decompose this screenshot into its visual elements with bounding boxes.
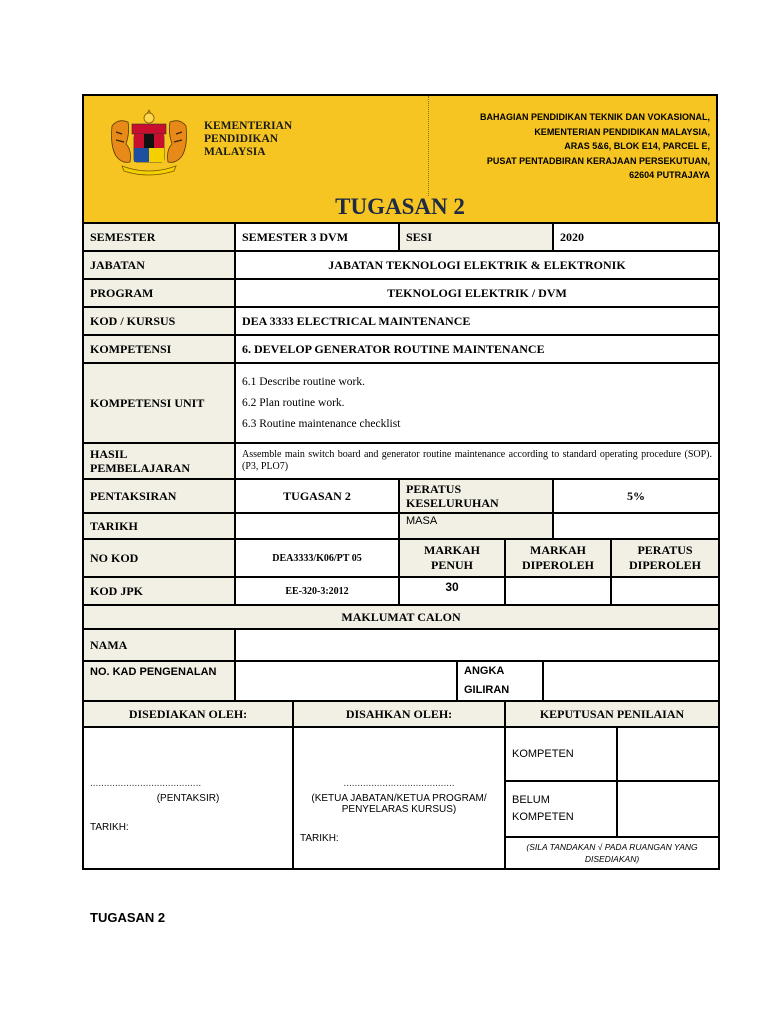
candidate-info-table <box>82 604 720 702</box>
tick-instruction-note <box>505 837 719 869</box>
masa-label: MASA <box>399 513 553 539</box>
angka-giliran-field[interactable] <box>543 661 719 701</box>
kursus-label: KOD / KURSUS <box>83 307 235 335</box>
peratus-keseluruhan-value: 5% <box>553 479 719 513</box>
header-divider <box>428 96 429 196</box>
candidate-section-title: MAKLUMAT CALON <box>83 605 719 629</box>
program-label: PROGRAM <box>83 279 235 307</box>
address-line: PUSAT PENTADBIRAN KERAJAAN PERSEKUTUAN, <box>486 155 710 166</box>
kodjpk-value: EE-320-3:2012 <box>235 577 399 605</box>
semester-label: SEMESTER <box>83 223 235 251</box>
prepared-by-title: DISEDIAKAN OLEH: <box>83 701 293 727</box>
peratus-diperoleh-line: PERATUS <box>637 543 693 557</box>
decision-title: KEPUTUSAN PENILAIAN <box>505 701 719 727</box>
markah-penuh-line: MARKAH <box>424 543 480 557</box>
prepared-date-label: TARIKH: <box>90 822 129 833</box>
malaysia-coat-of-arms-icon <box>104 106 194 176</box>
sesi-value: 2020 <box>553 223 719 251</box>
kompeten-label: KOMPETEN <box>505 727 617 781</box>
belum-line: BELUM <box>512 794 550 806</box>
pentaksir-caption: (PENTAKSIR) <box>156 793 220 804</box>
peratus-label-line: KESELURUHAN <box>406 496 499 510</box>
pentaksiran-label: PENTAKSIRAN <box>83 479 235 513</box>
ic-label: NO. KAD PENGENALAN <box>83 661 235 701</box>
nama-label: NAMA <box>83 629 235 661</box>
ketua-caption-line: (KETUA JABATAN/KETUA PROGRAM/ <box>311 793 487 804</box>
nokod-label: NO KOD <box>83 539 235 577</box>
peratus-diperoleh-line: DIPEROLEH <box>628 558 701 572</box>
approved-date-label: TARIKH: <box>300 833 339 844</box>
markah-diperoleh-value[interactable] <box>505 577 611 605</box>
belum-kompeten-checkbox[interactable] <box>617 781 719 837</box>
form-header <box>82 94 718 224</box>
masa-value[interactable] <box>553 513 719 539</box>
kompetensi-unit-label: KOMPETENSI UNIT <box>83 363 235 443</box>
pentaksiran-value: TUGASAN 2 <box>235 479 399 513</box>
note-line: (SILA TANDAKAN √ PADA RUANGAN YANG <box>526 842 698 852</box>
nama-field[interactable] <box>235 629 719 661</box>
ministry-line: PENDIDIKAN <box>204 133 279 145</box>
markah-penuh-label <box>399 539 505 577</box>
jabatan-label: JABATAN <box>83 251 235 279</box>
ministry-line: MALAYSIA <box>204 146 266 158</box>
kodjpk-label: KOD JPK <box>83 577 235 605</box>
signature-line: ........................................ <box>90 778 202 789</box>
program-value: TEKNOLOGI ELEKTRIK / DVM <box>235 279 719 307</box>
peratus-diperoleh-value[interactable] <box>611 577 719 605</box>
unit-item: 6.2 Plan routine work. <box>242 396 345 409</box>
signoff-table <box>82 700 720 870</box>
address-line: KEMENTERIAN PENDIDIKAN MALAYSIA, <box>534 126 710 137</box>
nokod-value: DEA3333/K06/PT 05 <box>235 539 399 577</box>
course-info-table <box>82 222 720 606</box>
belum-kompeten-label <box>505 781 617 837</box>
ketua-caption-line: PENYELARAS KURSUS) <box>341 804 457 815</box>
document-title: TUGASAN 2 <box>335 194 465 219</box>
belum-line: KOMPETEN <box>512 811 574 823</box>
markah-penuh-value: 30 <box>399 577 505 605</box>
angka-giliran-label <box>457 661 543 701</box>
sesi-label: SESI <box>399 223 553 251</box>
ic-field[interactable] <box>235 661 457 701</box>
unit-item: 6.3 Routine maintenance checklist <box>242 417 401 430</box>
kompetensi-value: 6. DEVELOP GENERATOR ROUTINE MAINTENANCE <box>235 335 719 363</box>
unit-item: 6.1 Describe routine work. <box>242 375 365 388</box>
address-line: 62604 PUTRAJAYA <box>629 170 710 180</box>
hasil-value: Assemble main switch board and generator routine maintenance according to standard operating procedure (SOP). (P3, PLO7) <box>235 443 719 479</box>
semester-value: SEMESTER 3 DVM <box>235 223 399 251</box>
address-line: ARAS 5&6, BLOK E14, PARCEL E, <box>564 141 710 151</box>
markah-diperoleh-line: DIPEROLEH <box>521 558 594 572</box>
kursus-value: DEA 3333 ELECTRICAL MAINTENANCE <box>235 307 719 335</box>
markah-diperoleh-label <box>505 539 611 577</box>
tarikh-value[interactable] <box>235 513 399 539</box>
kompetensi-unit-list <box>235 363 719 443</box>
ministry-line: KEMENTERIAN <box>204 120 293 132</box>
peratus-keseluruhan-label <box>399 479 553 513</box>
markah-penuh-line: PENUH <box>431 558 473 572</box>
kompeten-checkbox[interactable] <box>617 727 719 781</box>
jabatan-value: JABATAN TEKNOLOGI ELEKTRIK & ELEKTRONIK <box>235 251 719 279</box>
hasil-label <box>83 443 235 479</box>
tarikh-label: TARIKH <box>83 513 235 539</box>
hasil-label-line: PEMBELAJARAN <box>90 461 191 475</box>
address-line: BAHAGIAN PENDIDIKAN TEKNIK DAN VOKASIONAL, <box>479 112 710 122</box>
ministry-address <box>480 110 710 183</box>
kompetensi-label: KOMPETENSI <box>83 335 235 363</box>
ministry-name <box>204 120 292 159</box>
angka-line: GILIRAN <box>464 684 510 696</box>
prepared-by-box[interactable] <box>83 727 293 869</box>
peratus-label-line: PERATUS <box>406 482 462 496</box>
hasil-label-line: HASIL <box>90 447 128 461</box>
approved-by-title: DISAHKAN OLEH: <box>293 701 505 727</box>
footer-title: TUGASAN 2 <box>90 910 166 925</box>
peratus-diperoleh-label <box>611 539 719 577</box>
markah-diperoleh-line: MARKAH <box>530 543 586 557</box>
assignment-cover-form <box>82 94 718 870</box>
note-line: DISEDIAKAN) <box>584 854 640 864</box>
approved-by-box[interactable] <box>293 727 505 869</box>
signature-line: ........................................ <box>343 778 455 789</box>
angka-line: ANGKA <box>464 665 505 677</box>
